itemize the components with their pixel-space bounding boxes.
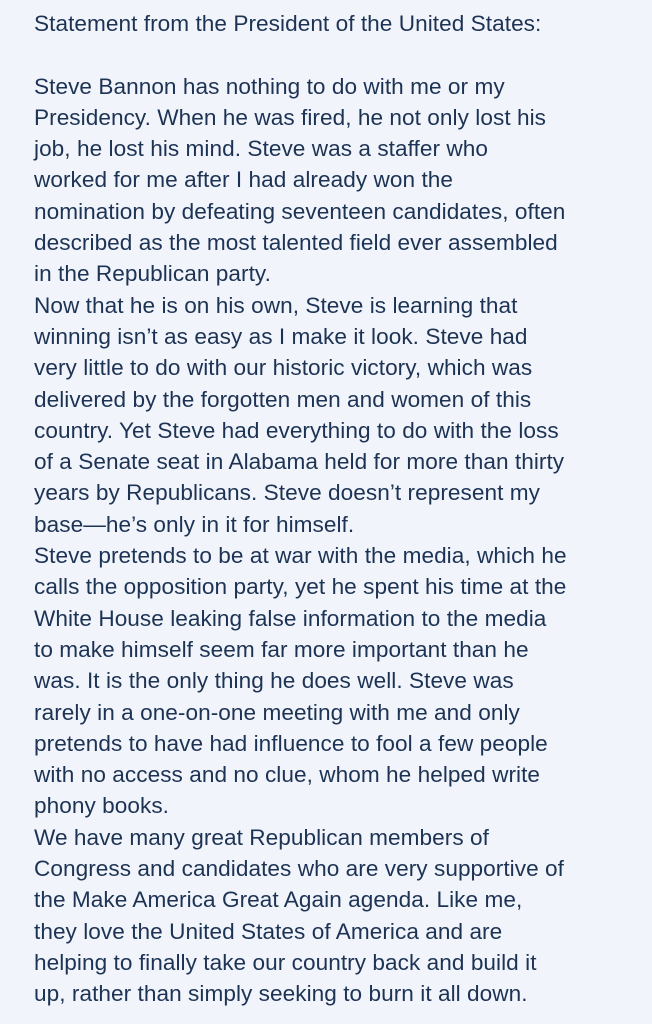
text-line: Steve Bannon has nothing to do with me or my	[34, 73, 505, 99]
text-line: years by Republicans. Steve doesn’t represent my	[34, 480, 540, 506]
text-line: rarely in a one-on-one meeting with me and only	[34, 699, 520, 725]
text-line: to make himself seem far more important than he	[34, 636, 529, 662]
text-line: phony books.	[34, 793, 170, 819]
text-line: White House leaking false information to the media	[34, 605, 547, 631]
text-line: the Make America Great Again agenda. Like me,	[34, 887, 523, 913]
text-line: helping to finally take our country back and build it	[34, 949, 537, 975]
blank-line	[34, 39, 646, 70]
paragraph-1	[34, 71, 646, 290]
text-line: Steve pretends to be at war with the media, which he	[34, 543, 567, 569]
text-line: up, rather than simply seeking to burn it all down.	[34, 981, 528, 1007]
text-line: nomination by defeating seventeen candidates, often	[34, 198, 566, 224]
text-line: pretends to have had influence to fool a few people	[34, 730, 548, 756]
text-line: with no access and no clue, whom he helped write	[34, 762, 541, 788]
text-line: base—he’s only in it for himself.	[34, 511, 355, 537]
text-line: of a Senate seat in Alabama held for more than thirty	[34, 449, 565, 475]
text-line: We have many great Republican members of	[34, 824, 489, 850]
text-line: very little to do with our historic victory, which was	[34, 355, 533, 381]
text-line: winning isn’t as easy as I make it look. Steve had	[34, 323, 528, 349]
text-line: Congress and candidates who are very supportive of	[34, 856, 564, 882]
text-line: worked for me after I had already won the	[34, 167, 453, 193]
paragraph-3	[34, 540, 646, 822]
text-line: Now that he is on his own, Steve is learning that	[34, 292, 518, 318]
text-line: delivered by the forgotten men and women of this	[34, 386, 532, 412]
text-line: job, he lost his mind. Steve was a staffer who	[34, 136, 488, 162]
text-line: Presidency. When he was fired, he not only lost his	[34, 104, 547, 130]
text-line: described as the most talented field ever assembled	[34, 230, 558, 256]
text-line: was. It is the only thing he does well. Steve was	[34, 668, 514, 694]
text-line: calls the opposition party, yet he spent his time at the	[34, 574, 567, 600]
text-line: country. Yet Steve had everything to do with the loss	[34, 417, 559, 443]
statement-heading: Statement from the President of the United States:	[34, 11, 542, 36]
statement-document	[34, 8, 646, 1010]
text-line: they love the United States of America and are	[34, 918, 503, 944]
text-line: in the Republican party.	[34, 261, 271, 287]
paragraph-2	[34, 290, 646, 540]
paragraph-4	[34, 822, 646, 1010]
